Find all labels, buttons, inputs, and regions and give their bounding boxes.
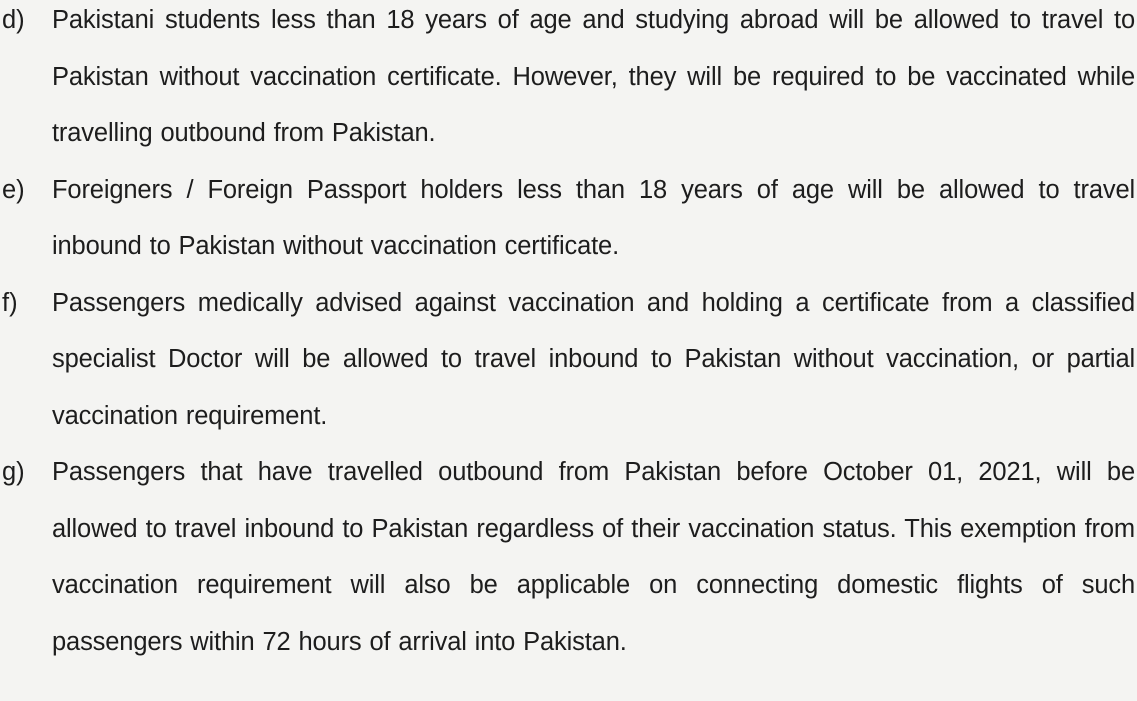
- list-marker-g: g): [2, 458, 25, 486]
- list-item-f: [0, 275, 1137, 445]
- list-marker-f: f): [2, 288, 18, 317]
- list-text-g: Passengers that have travelled outbound from Pakistan before October 01, 2021, will be allowed to travel inbound to Pakistan regardless of their vaccination status. This exemption from vaccination requirement will also be applicable on connecting domestic flights of such passengers within 72 hours of arrival into Pakistan.: [52, 458, 1135, 656]
- list-item-d: [0, 0, 1137, 162]
- list-text-f: Passengers medically advised against vaccination and holding a certificate from a classified specialist Doctor will be allowed to travel inbound to Pakistan without vaccination, or partial vaccination requirement.: [52, 288, 1135, 430]
- list-item-e: [0, 162, 1137, 275]
- list-marker-d: d): [2, 6, 25, 34]
- list-item-g: [0, 444, 1137, 670]
- list-text-d: Pakistani students less than 18 years of age and studying abroad will be allowed to travel to Pakistan without vaccination certificate. However, they will be required to be vaccinated while travelling outbound from Pakistan.: [52, 6, 1135, 147]
- list-text-e: Foreigners / Foreign Passport holders less than 18 years of age will be allowed to travel inbound to Pakistan without vaccination certificate.: [52, 175, 1135, 260]
- list-marker-e: e): [2, 175, 25, 204]
